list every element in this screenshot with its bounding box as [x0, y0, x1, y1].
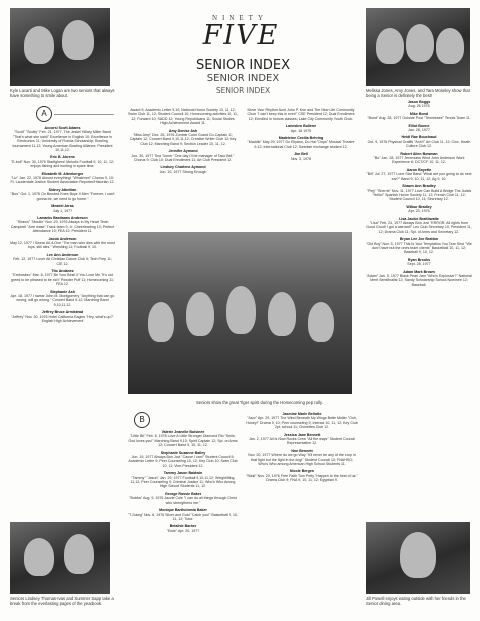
index-entry — [366, 152, 472, 165]
index-entry — [366, 100, 472, 109]
senior-details: "Bo" Jan. 28, 1977 Jeremiahs Wind John Anderson Work Experience 6; DCT/CF 10, 11, 12. — [373, 156, 465, 165]
index-entry — [128, 108, 238, 126]
senior-details: "Maddie" May 29, 1977 Du Ellyano, Du Hai "Oops" Musical Theatre 9-12; International Club 12; Swedish exchange student 12. — [247, 140, 355, 149]
senior-name: Jacob Anderson — [48, 236, 77, 241]
senior-name: Shawn Ann Bradley — [402, 184, 436, 189]
index-entry — [10, 216, 115, 234]
section-rule-a — [54, 114, 114, 115]
index-entry — [10, 188, 115, 201]
senior-details: "Peg" "Sherrie" Nov. 11, 1977 Love Can Build A Bridge The Judds "Hello!" Spanish Honor Society 11, 12; French Club 11, 12; Student Council 10, 11; Secretary 12. — [366, 188, 472, 202]
senior-details: Nov. 20, 1977 Where do we go Way "It'll never be any of the crop in that fight but the fight in the dog!" Student Council 10; FNAHSO; Who's Who among American High School Students 11. — [248, 453, 356, 467]
senior-details: May 12, 1977 I Swear All-4-One "The man who dies with the most toys, still dies." Wrestling 11; Football 9, 10. — [10, 240, 115, 250]
senior-details: "Liz" Jan. 22, 1978 Almost everything! "Whatever!" Chorus 9, 10; Ft. Lauderdale Justice Student Association Reporter/Historian 12. — [10, 176, 115, 185]
photo-top-right — [366, 8, 470, 86]
index-entry — [366, 217, 472, 235]
index-entry — [366, 135, 472, 148]
senior-details: "Bond" Aug. 28, 1977 Outside Pool "Tennessee" Tennis Team 11. — [367, 116, 471, 121]
ninety-label: NINETY — [211, 14, 269, 22]
page-title-echo-1: SENIOR INDEX — [206, 73, 280, 84]
senior-details: "Boo" Oct. 1, 1976 On Bended Knee Boyz II Men "Forever, I can't gonna be, we need to go home." — [10, 192, 115, 201]
senior-name: Sidney Atkeilian — [48, 187, 77, 192]
senior-name: Madeleine Cecilia Behring — [278, 136, 324, 141]
senior-details: "Scott" "Scotty" Feb. 21, 1977. The Jeskel Hillary Miller Band "That's what she said!" Excellence in English 10; Excellence in Electronics 11; University of Florida Scholarship; Bowling tournament 11,12; Young American Bowling Alliance; President 10,11,12. — [12, 130, 113, 153]
caption-top-right: Melissa Jones, Amy Jones, and Tara Moseley show that being a Senior is definitely the best! — [366, 88, 470, 99]
senior-name: Jeffrey Bruce Armistead — [41, 310, 84, 315]
senior-details: "Erebusitzo" Mar. 8, 1977 Be Your Best! If You Love Me "It's not greed to be pleased to be rich" Powder Puff 11; Homecoming 11; FEA 12. — [11, 273, 114, 287]
caption-center: Seniors show the great Tiger spirit during the Homecoming pep rally. — [196, 400, 323, 405]
senior-name: Lee Ann Anderson — [46, 252, 79, 257]
senior-name: Mike Bond — [409, 111, 429, 116]
senior-details: "Ewie" Apr. 20, 1977 — [166, 528, 200, 533]
senior-name: Nnn Bennett — [291, 448, 313, 453]
senior-name: Jason Boggs — [407, 100, 431, 104]
index-entry — [128, 451, 238, 469]
index-entry — [366, 258, 472, 267]
senior-name: Eric B. Ahrens — [50, 155, 75, 160]
senior-name: Monique Bartholomia Baker — [159, 508, 207, 513]
photo-bottom-right — [366, 522, 470, 594]
senior-name: Stephanie Ash — [50, 289, 75, 294]
index-entry — [246, 152, 356, 161]
senior-name: Tammy Jason Baldwin — [163, 471, 203, 476]
photo-bottom-left — [10, 522, 110, 594]
senior-details: "Old Boy" Nov. 5, 1977 This Is Your Temptation You Tear Shot "We don't have but the ones team clients" Basketball 10, 11, 12; Baseball 9, 10, 12. — [366, 241, 472, 255]
section-letter-a: A — [36, 106, 52, 122]
senior-details: Apr. 18 1975 — [290, 128, 312, 133]
senior-details: "Tammy" "Jason" Jan. 29, 1977 Football 9,10,11,12; Weightlifting 11,12; Peer Counseling 9; Criminal Justice 11; Who's Who Among High School Students 11, 12. — [130, 475, 236, 489]
index-entry — [128, 165, 238, 174]
index-entry — [10, 126, 115, 152]
page-title: SENIOR INDEX — [195, 58, 291, 73]
senior-name: Wilbur Bradley — [406, 204, 432, 209]
index-entry — [10, 310, 115, 323]
senior-name: Stephanie Suzanne Bailey — [160, 450, 206, 455]
senior-name: Bryan Lee Joe Bratton — [399, 237, 439, 242]
senior-details: "Shawn" "Moutin" Nov. 29, 1976 Always in My Heart Tevin Campbell "Arre wase" Track team 9; Jr. Cheerleading 10; Perfect Attendance 10; FEA 12; President 11. — [10, 220, 115, 234]
senior-details: "Nikki" Nov. 20, 1976 Free Faith Tom Petty "Happen to the best of us." Drama Club 9; FNA 9, 10, 11, 12; Egyptian 9. — [246, 473, 358, 483]
index-entry — [246, 469, 358, 482]
index-entry — [10, 290, 115, 308]
senior-details: "Miss Amy" Dec. 26, 1976 Zombie Color Guard Co-Captain 11; Captain 12; Concert Band 9,10,11,12; Creative Writer Club 12; Key Club 12; Marching Band 9; Section Leader 10, 11, 12. — [129, 133, 237, 146]
senior-details: "T-Dawg" Nov. 6, 1976 Silver and Gold "Catch you!" Basketball 9, 10, 11, 12; Tutor. — [128, 512, 238, 521]
page-title-echo-2: SENIOR INDEX — [215, 86, 271, 95]
section-letter-b: B — [134, 412, 150, 428]
senior-name: Ryan Brooks — [407, 257, 431, 262]
index-entry — [366, 184, 472, 202]
senior-name: Accorsi Scott Adams — [44, 126, 81, 130]
senior-name: Aaron Boyette — [406, 167, 432, 172]
index-entry — [246, 136, 356, 149]
senior-details: Jun. 19, 1977 Always Bon Jovi "Cause I can!" Student Council 9; Academic Letter 9; Peer Counseling 10, 12; Key Club 10; Swim Club 10, 11; Vice-President 12. — [128, 455, 238, 468]
photo-top-left — [10, 8, 110, 86]
index-entry — [128, 508, 238, 521]
index-column-left — [10, 126, 115, 518]
senior-name: Meadel Arras — [51, 204, 74, 209]
senior-details: "Lisa" Feb. 24, 1977 Always Bon Jovi "ERROR: All rights from Good Good! I got a warrant!" Leo Club Secretary 10; President 11, 12; Drama Club 11; Spl. of Arms and Secretary 12. — [366, 220, 472, 234]
senior-details: Jun. 30, 1977 Tina Turner "One day I'll be manager of Taco Bell." Chorus 9; Club 10; Dual Enrollment 11; Art Club President 12. — [131, 153, 235, 163]
senior-name: Tito Andanez — [51, 268, 74, 273]
index-entry — [10, 172, 115, 185]
senior-details: Oct. 9, 1976 Physical Graffiti "Anh!!" Art Club 11, 12; Cinc. Heath Culture Club 12. — [367, 139, 471, 149]
senior-details: "Bill" Jul. 27, 1977 Lone Star Band "What are you going to do next ear?" Band 9, 10, 11, 12; Ag 9, 10. — [366, 172, 472, 181]
index-entry — [10, 237, 115, 250]
senior-details: "Jazz" Apr. 29, 1977 The Wind Beneath My Wings Bette Midler "Ooh, Honey!" Drama 9, 10; Peer counseling 9; Interact 10, 11, 12; Key Club 2pt; school 11; Civinettes Club 12. — [246, 416, 358, 430]
senior-details: Sept. 28, 1977 — [407, 262, 431, 267]
index-entry — [366, 124, 472, 133]
senior-details: Move Your Rhythm Aunt John P. Kee and The New Life Community Choir "I can't keep this in ever!" CSE President 12; Dual Enrollment 12; Enrolled in honors classes; Lake City Community Youth Choir. — [247, 108, 355, 121]
index-entry — [246, 449, 358, 467]
index-entry — [366, 168, 472, 181]
senior-name: Jim Bell — [294, 152, 308, 157]
senior-name: Elizabeth M. Altenberger — [41, 171, 84, 176]
index-entry — [128, 129, 238, 147]
index-column-right-mid — [246, 108, 356, 230]
senior-details: "E-boll" Nov. 30, 1976 Starfighers! Melodic Football 9, 10, 11, 12; enjoys fishing and hunting in spare time. — [10, 159, 115, 169]
senior-details: "Jeffrey" Nov. 30, 1976 Hotel California Eagles "Hey, what's up?" English High Achievement — [11, 314, 114, 324]
index-entry — [366, 270, 472, 288]
index-entry — [10, 253, 115, 266]
senior-name: Jasmine Marie Bellotte — [282, 412, 322, 416]
senior-name: Elliot Bonne — [408, 123, 430, 128]
caption-bottom-left: Seniors Lindsey Thomas-Ivas and Summer Sapp take a break from the everlasting pages of the yearbook. — [10, 596, 114, 607]
senior-details: Aug. 26 1976 — [408, 104, 430, 109]
index-entry — [10, 204, 115, 213]
senior-name: Heidi Rae Bouchaud — [401, 135, 437, 140]
index-entry — [246, 433, 358, 446]
senior-details: "Adam" Jan. 5, 1977 Black Pearl Jam "Who's Explosive?" National Merit Semifinalist 12; Sandy Scholarship School Nominee 12; Baseball. — [366, 274, 472, 287]
senior-name: Lindsey Charlene Aymond — [160, 165, 206, 170]
senior-name: Nicole Bergen — [289, 469, 315, 474]
index-entry — [128, 524, 238, 533]
index-entry — [246, 124, 356, 133]
index-entry — [366, 205, 472, 214]
senior-details: "Bubba" Aug. 9, 1976 Jazzie Cole "I can do all things through Christ who strengthens me." — [129, 496, 237, 505]
index-entry — [128, 471, 238, 489]
index-entry — [246, 108, 356, 121]
index-column-mid — [128, 108, 238, 230]
senior-name: Lisa Jackie Braithwaite — [399, 216, 439, 221]
index-entry — [10, 155, 115, 168]
index-entry — [10, 269, 115, 287]
senior-details: July 1, 1977 — [52, 208, 73, 213]
index-entry — [128, 430, 238, 448]
senior-name: Valerie Jeanelle Bulsinee — [161, 430, 205, 434]
index-entry — [246, 412, 358, 430]
senior-details: Nov. 3, 1976 — [290, 156, 312, 161]
senior-details: Apr. 18, 1977 I swear John M. Montgomery "Anything that can go wrong, will go wrong." Concert Band 9-12; Marching Band 9,10,11,12. — [10, 294, 115, 307]
index-entry — [128, 492, 238, 505]
five-logo: FIVE — [202, 20, 280, 51]
senior-name: Jennifer Aymond — [168, 149, 198, 154]
senior-details: Feb. 12, 1977 Lover All Christian Dance Club 9; Tech Prep 11; CIE 12. — [13, 257, 112, 266]
senior-details: Apr. 23, 1976 — [408, 209, 430, 214]
senior-details: Award 9; Academic Letter 9,10; National Honor Society 10, 11, 12; Swim Club 11, 12; Student Council 10; Homecoming activities 10, 11, 12; Forward 10; SADD 12; Young Republicans 11; Social Studies High Achievement Award 11. — [128, 108, 238, 126]
senior-name: Lamarks Bastiaans Anderson — [37, 215, 88, 220]
index-column-mid-lower — [128, 430, 238, 615]
index-entry — [366, 237, 472, 255]
senior-name: Jessica Jane Bennett — [283, 432, 321, 437]
index-entry — [366, 112, 472, 121]
senior-details: Jun. 10, 1977 Strong Enough — [159, 169, 207, 174]
senior-name: George Rossie Baker — [164, 491, 202, 496]
senior-name: Lanesbro Bullene — [285, 124, 317, 129]
senior-details: Jan. 2, 1977 All Is Now Rocks Crew "All the ways" Student Council Representative 12. — [248, 437, 356, 446]
caption-bottom-right: Jill Powell enjoys eating outside with her friends in the Senior dining area. — [366, 596, 466, 607]
index-column-right — [366, 100, 472, 518]
senior-details: Jan. 28, 1977 — [408, 128, 430, 133]
photo-center — [128, 232, 352, 394]
senior-name: Robert Allen Bowman — [400, 151, 438, 156]
caption-top-left: Kyle Lacarti and Mike Logan are two seniors that always have something to smile about. — [10, 88, 115, 99]
senior-name: Betalhie Barber — [169, 524, 197, 529]
senior-name: Amy Denise Ash — [168, 128, 198, 133]
index-column-right-mid-lower — [246, 412, 358, 616]
senior-details: "Little Bit" Feb. 8, 1978 Love A Little Stronger Diamond Rio "Smile, God loves you!" Marching Band 9,10; Spirit Captain 12; Spl. on Arms 12; Concert Band 9, 10, 11, 12. — [128, 434, 238, 448]
senior-name: Adam Mark Brown — [403, 269, 435, 274]
index-entry — [128, 149, 238, 162]
